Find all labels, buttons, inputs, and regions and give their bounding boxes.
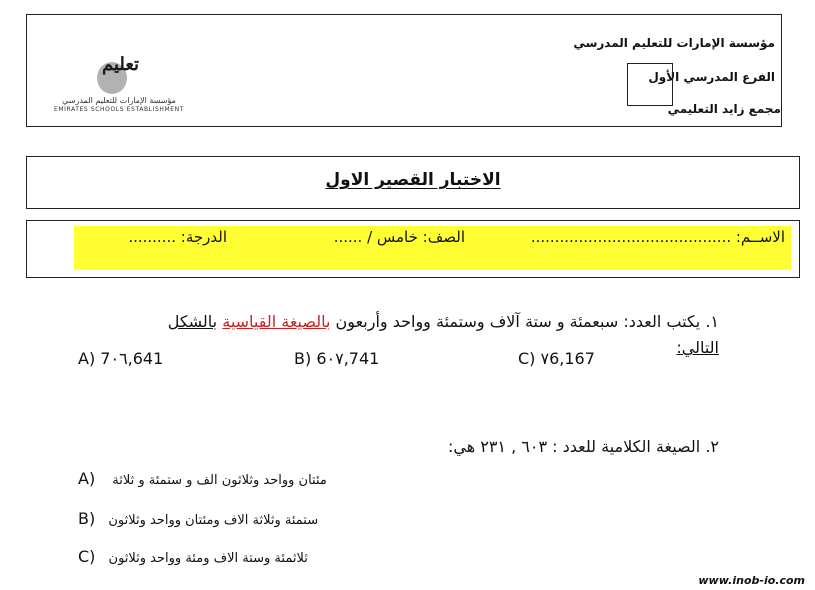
question-2-option-c[interactable]: C) ثلاثمئة وستة الاف ومئة وواحد وثلاثون xyxy=(78,547,308,566)
logo-arabic-caption: مؤسسة الإمارات للتعليم المدرسي xyxy=(62,96,176,105)
question-2-option-b[interactable]: B) ستمئة وثلاثة الاف ومئتان وواحد وثلاثون xyxy=(78,509,319,528)
org-name: مؤسسة الإمارات للتعليم المدرسي xyxy=(573,36,775,50)
question-1-option-b[interactable]: B) 6٠٧,741 xyxy=(294,349,380,368)
logo xyxy=(44,52,194,116)
stamp-box xyxy=(627,63,673,106)
question-1-highlight: بالصيغة القياسية xyxy=(222,312,331,331)
question-1-text: ١. يكتب العدد: سبعمئة و ستة آلاف وستمئة وواحد وأربعون بالصيغة القياسية بالشكل xyxy=(167,312,719,331)
name-field[interactable]: الاســم: .......................................... xyxy=(530,228,785,246)
logo-word: تعليم xyxy=(102,54,140,75)
question-2-text: ٢. الصيغة الكلامية للعدد : ٦٠٣ , ٢٣١ هي: xyxy=(447,437,719,456)
grade-field[interactable]: الدرجة: .......... xyxy=(128,228,227,246)
question-1-number: ١. xyxy=(705,312,719,331)
question-2-option-a[interactable]: A) مئتان وواحد وثلاثون الف و ستمئة و ثلاثة xyxy=(78,469,327,488)
page-title: الاختبار القصير الاول xyxy=(325,170,501,190)
complex-name: مجمع زايد التعليمي xyxy=(667,102,781,116)
logo-english-caption: EMIRATES SCHOOLS ESTABLISHMENT xyxy=(53,106,185,113)
question-2-number: ٢. xyxy=(705,437,719,456)
question-1-option-c[interactable]: C) ٧6,167 xyxy=(518,349,595,368)
class-field[interactable]: الصف: خامس / ...... xyxy=(333,228,465,246)
question-1-continuation: التالي: xyxy=(676,338,719,357)
footer-url[interactable]: www.inob-io.com xyxy=(698,574,805,587)
branch-name: الفرع المدرسي الأول xyxy=(648,70,775,84)
question-1-option-a[interactable]: A) 7٠٦,641 xyxy=(78,349,164,368)
